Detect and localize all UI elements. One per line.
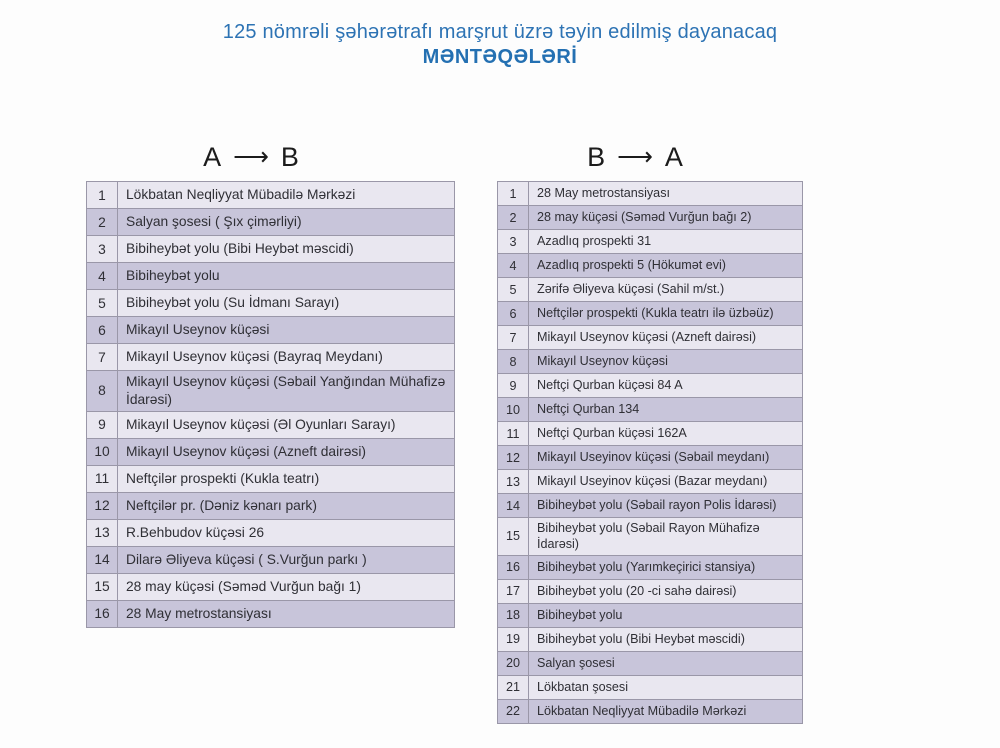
stop-name: Bibiheybət yolu (Yarımkeçirici stansiya) — [529, 555, 803, 579]
stop-name: Neftçilər prospekti (Kukla teatrı ilə üzbəüz) — [529, 302, 803, 326]
stop-number: 20 — [498, 651, 529, 675]
stop-name: Lökbatan şosesi — [529, 675, 803, 699]
table-row — [498, 555, 803, 579]
table-row — [87, 546, 455, 573]
stop-name: Bibiheybət yolu (Səbail rayon Polis İdarəsi) — [529, 494, 803, 518]
table-row — [87, 317, 455, 344]
table-row — [498, 675, 803, 699]
stop-name: Mikayıl Useynov küçəsi (Azneft dairəsi) — [118, 438, 455, 465]
stop-number: 7 — [498, 326, 529, 350]
stop-name: Salyan şosesi ( Şıx çimərliyi) — [118, 209, 455, 236]
arrow-right-icon: ⟶ — [233, 143, 269, 171]
stop-number: 18 — [498, 603, 529, 627]
stop-number: 3 — [87, 236, 118, 263]
table-row — [498, 699, 803, 723]
stop-number: 2 — [87, 209, 118, 236]
stop-number: 12 — [87, 492, 118, 519]
stop-name: Neftçi Qurban küçəsi 84 A — [529, 374, 803, 398]
stop-number: 11 — [87, 465, 118, 492]
stop-number: 9 — [87, 411, 118, 438]
table-row — [498, 422, 803, 446]
table-row — [87, 209, 455, 236]
table-row — [498, 278, 803, 302]
table-row — [87, 236, 455, 263]
stop-number: 6 — [87, 317, 118, 344]
stop-number: 7 — [87, 344, 118, 371]
stop-number: 13 — [498, 470, 529, 494]
table-row — [498, 230, 803, 254]
stops-table-b-to-a — [497, 181, 803, 724]
table-row — [498, 254, 803, 278]
stops-table-a-to-b — [86, 181, 455, 628]
stop-number: 16 — [87, 600, 118, 627]
stop-name: Bibiheybət yolu — [118, 263, 455, 290]
table-row — [87, 600, 455, 627]
table-row — [87, 371, 455, 412]
stop-name: Mikayıl Useynov küçəsi (Bayraq Meydanı) — [118, 344, 455, 371]
stop-number: 2 — [498, 206, 529, 230]
direction-from-label: B — [587, 142, 606, 172]
stop-name: Salyan şosesi — [529, 651, 803, 675]
stop-name: Lökbatan Neqliyyat Mübadilə Mərkəzi — [118, 182, 455, 209]
direction-to-label: A — [664, 142, 683, 172]
stop-number: 21 — [498, 675, 529, 699]
stop-number: 19 — [498, 627, 529, 651]
stop-number: 8 — [87, 371, 118, 412]
arrow-right-icon: ⟶ — [617, 143, 653, 171]
table-row — [498, 326, 803, 350]
table-row — [87, 465, 455, 492]
page-title-line1: 125 nömrəli şəhərətrafı marşrut üzrə təyin edilmiş dayanacaq — [222, 21, 778, 43]
stop-name: Bibiheybət yolu (Səbail Rayon Mühafizə İdarəsi) — [529, 518, 803, 556]
table-row — [498, 470, 803, 494]
table-row — [87, 573, 455, 600]
stop-number: 16 — [498, 555, 529, 579]
stop-number: 15 — [87, 573, 118, 600]
stop-name: Mikayıl Useynov küçəsi — [118, 317, 455, 344]
stop-name: Azadlıq prospekti 5 (Hökumət evi) — [529, 254, 803, 278]
direction-from-label: A — [203, 142, 222, 172]
stop-name: Bibiheybət yolu (Su İdmanı Sarayı) — [118, 290, 455, 317]
stop-name: Bibiheybət yolu (Bibi Heybət məscidi) — [529, 627, 803, 651]
table-row — [498, 398, 803, 422]
stop-number: 22 — [498, 699, 529, 723]
stop-number: 8 — [498, 350, 529, 374]
table-row — [498, 651, 803, 675]
stop-number: 12 — [498, 446, 529, 470]
table-row — [498, 579, 803, 603]
stop-number: 11 — [498, 422, 529, 446]
table-row — [498, 518, 803, 556]
stop-name: Neftçi Qurban küçəsi 162A — [529, 422, 803, 446]
table-row — [87, 263, 455, 290]
stop-name: Azadlıq prospekti 31 — [529, 230, 803, 254]
table-row — [498, 374, 803, 398]
stop-number: 10 — [498, 398, 529, 422]
stop-name: Mikayıl Useyinov küçəsi (Bazar meydanı) — [529, 470, 803, 494]
page-title — [0, 21, 1000, 69]
direction-header-a-to-b — [86, 142, 416, 173]
stop-name: Neftçilər prospekti (Kukla teatrı) — [118, 465, 455, 492]
stop-number: 14 — [498, 494, 529, 518]
table-row — [498, 494, 803, 518]
table-row — [87, 344, 455, 371]
table-row — [87, 438, 455, 465]
stop-number: 14 — [87, 546, 118, 573]
table-row — [498, 627, 803, 651]
table-row — [498, 302, 803, 326]
stop-number: 10 — [87, 438, 118, 465]
stop-number: 4 — [498, 254, 529, 278]
table-row — [87, 290, 455, 317]
stop-name: Zərifə Əliyeva küçəsi (Sahil m/st.) — [529, 278, 803, 302]
stop-name: 28 may küçəsi (Səməd Vurğun bağı 1) — [118, 573, 455, 600]
direction-to-label: B — [280, 142, 299, 172]
table-row — [498, 182, 803, 206]
stop-name: Bibiheybət yolu (Bibi Heybət məscidi) — [118, 236, 455, 263]
table-row — [87, 411, 455, 438]
table-row — [498, 446, 803, 470]
stop-number: 4 — [87, 263, 118, 290]
stop-number: 17 — [498, 579, 529, 603]
stop-name: R.Behbudov küçəsi 26 — [118, 519, 455, 546]
table-row — [498, 350, 803, 374]
table-row — [87, 492, 455, 519]
stop-name: Bibiheybət yolu — [529, 603, 803, 627]
stop-name: 28 May metrostansiyası — [118, 600, 455, 627]
table-row — [498, 603, 803, 627]
table-row — [87, 182, 455, 209]
stop-number: 1 — [498, 182, 529, 206]
stop-name: Bibiheybət yolu (20 -ci sahə dairəsi) — [529, 579, 803, 603]
page-title-line2: MƏNTƏQƏLƏRİ — [422, 46, 578, 68]
table-row — [498, 206, 803, 230]
stop-name: Neftçilər pr. (Dəniz kənarı park) — [118, 492, 455, 519]
direction-header-b-to-a — [480, 142, 790, 173]
stop-name: 28 May metrostansiyası — [529, 182, 803, 206]
stop-number: 9 — [498, 374, 529, 398]
stop-number: 1 — [87, 182, 118, 209]
stop-name: Mikayıl Useynov küçəsi (Azneft dairəsi) — [529, 326, 803, 350]
stop-name: Mikayıl Useynov küçəsi (Əl Oyunları Sarayı) — [118, 411, 455, 438]
stop-name: Mikayıl Useyinov küçəsi (Səbail meydanı) — [529, 446, 803, 470]
stop-name: 28 may küçəsi (Səməd Vurğun bağı 2) — [529, 206, 803, 230]
stop-number: 13 — [87, 519, 118, 546]
stop-name: Mikayıl Useynov küçəsi — [529, 350, 803, 374]
stop-name: Mikayıl Useynov küçəsi (Səbail Yanğından Mühafizə İdarəsi) — [118, 371, 455, 412]
table-row — [87, 519, 455, 546]
stop-number: 6 — [498, 302, 529, 326]
stop-number: 5 — [498, 278, 529, 302]
stop-name: Dilarə Əliyeva küçəsi ( S.Vurğun parkı ) — [118, 546, 455, 573]
stop-number: 3 — [498, 230, 529, 254]
stop-name: Lökbatan Neqliyyat Mübadilə Mərkəzi — [529, 699, 803, 723]
stop-number: 15 — [498, 518, 529, 556]
stop-name: Neftçi Qurban 134 — [529, 398, 803, 422]
stop-number: 5 — [87, 290, 118, 317]
